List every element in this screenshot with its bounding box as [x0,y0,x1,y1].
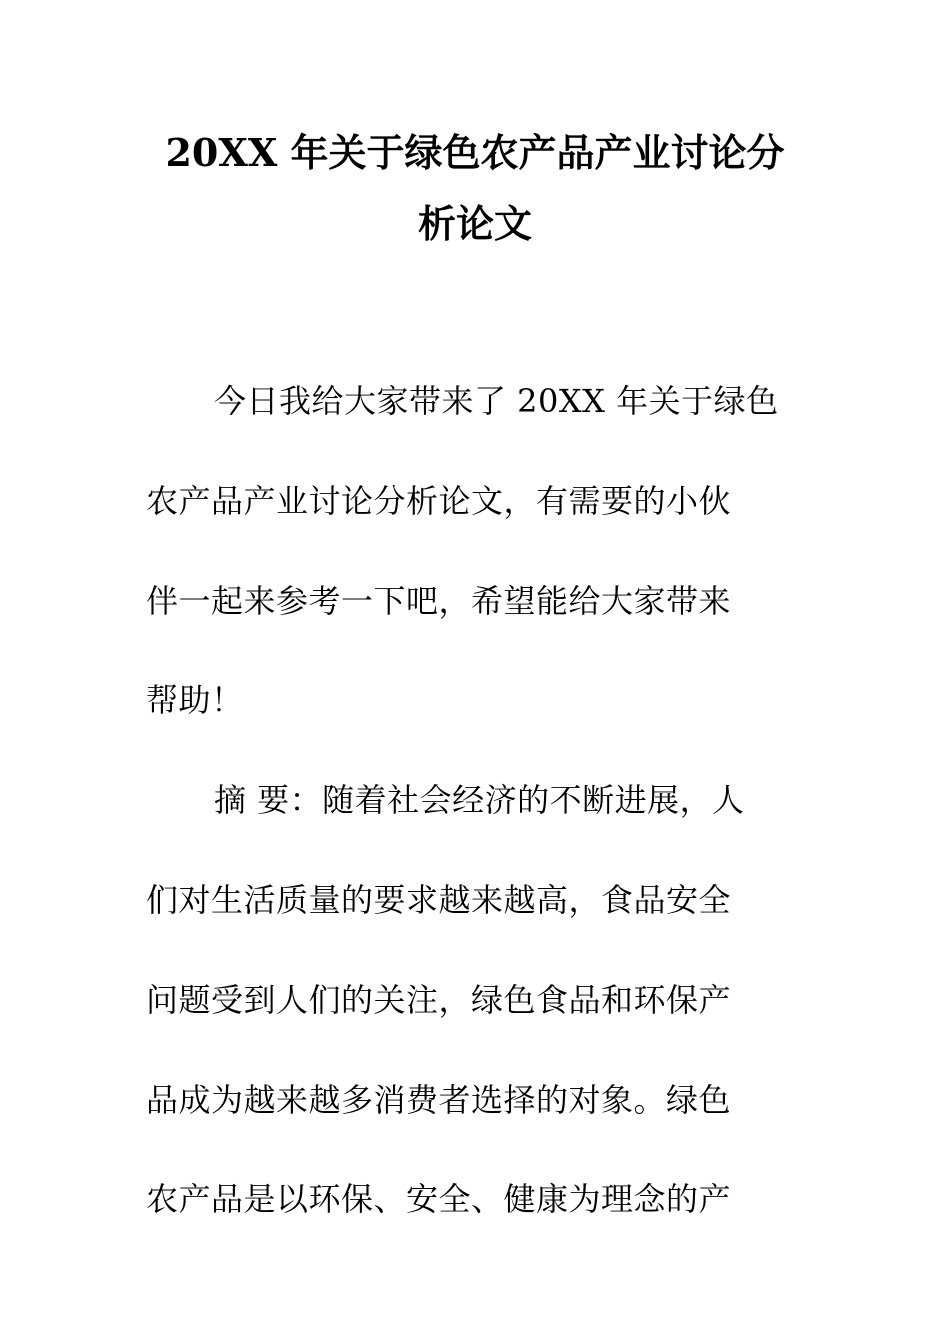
document-title-line-1: 20XX 年关于绿色农产品产业讨论分 [165,130,785,175]
abstract-line-2: 们对生活质量的要求越来越高，食品安全 [146,881,732,919]
abstract-line-5: 农产品是以环保、安全、健康为理念的产 [146,1180,732,1218]
abstract-line-3: 问题受到人们的关注，绿色食品和环保产 [146,981,732,1019]
document-title-line-2: 析论文 [417,201,532,246]
intro-line-4: 帮助！ [146,681,244,719]
intro-line-1: 今日我给大家带来了 20XX 年关于绿色 [214,382,779,420]
abstract-line-4: 品成为越来越多消费者选择的对象。绿色 [146,1081,732,1119]
intro-line-2: 农产品产业讨论分析论文，有需要的小伙 [146,482,732,520]
intro-line-3: 伴一起来参考一下吧，希望能给大家带来 [146,582,732,620]
abstract-line-1: 摘 要：随着社会经济的不断进展，人 [214,781,745,819]
